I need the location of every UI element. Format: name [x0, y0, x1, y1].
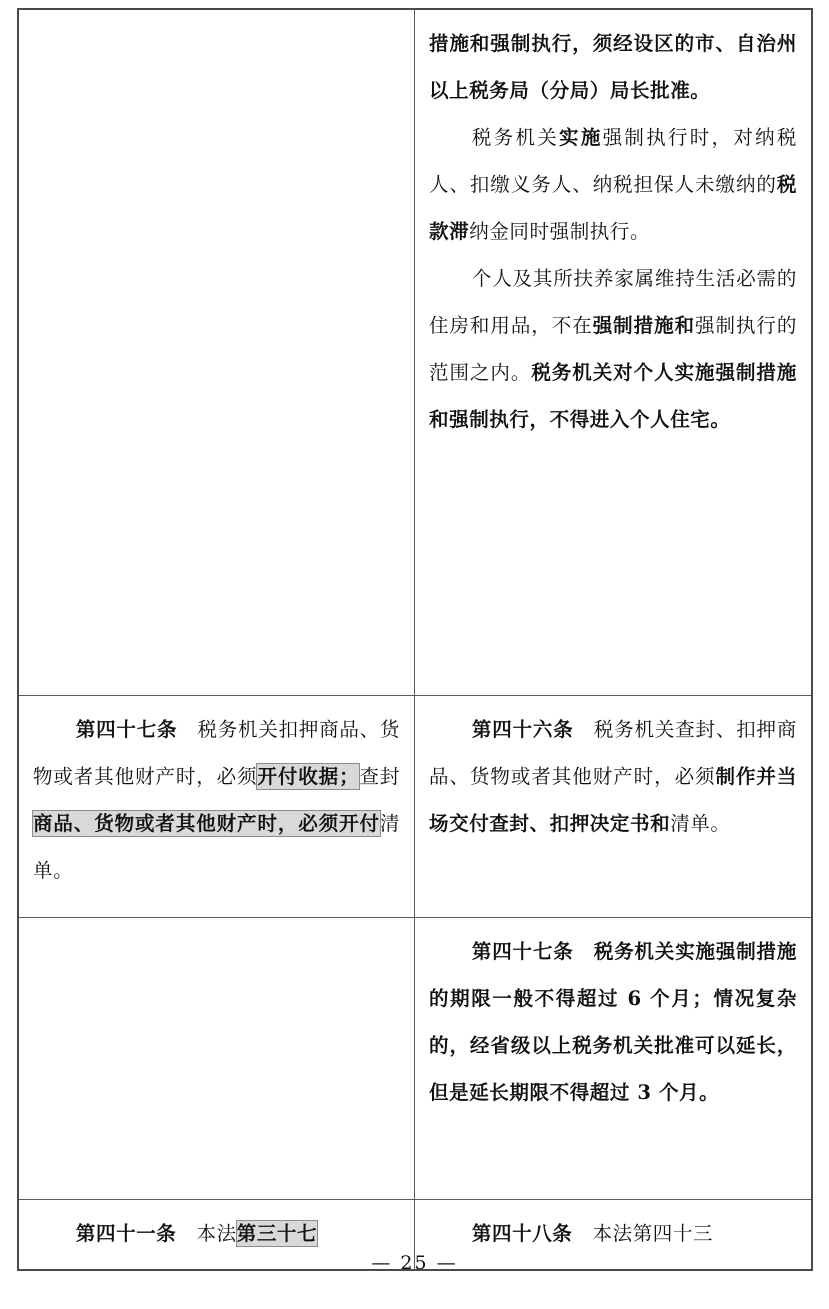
emphasis: 税款滞 [429, 173, 797, 243]
table-cell-right [415, 10, 811, 695]
table-cell-right [415, 918, 811, 1199]
highlight-mark: 开付收据； [257, 765, 360, 788]
table-cell-left [19, 918, 415, 1199]
paragraph: 税务机关实施强制执行时，对纳税人、扣缴义务人、纳税担保人未缴纳的税款滞纳金同时强制执行。 [429, 126, 798, 243]
paragraph: 第四十一条 本法第三十七 [75, 1222, 318, 1245]
table-cell-left [19, 696, 415, 917]
article-number: 第四十八条 [471, 1222, 573, 1245]
table-cell-right [415, 696, 811, 917]
article-number: 第四十一条 [75, 1222, 177, 1245]
article-number: 第四十七条 [471, 940, 574, 963]
article-number: 第四十六条 [471, 718, 574, 741]
table-row [19, 696, 811, 918]
paragraph: 第四十六条 税务机关查封、扣押商品、货物或者其他财产时，必须制作并当场交付查封、扣押决定书和清单。 [429, 718, 797, 835]
table-cell-left [19, 10, 415, 695]
emphasis: 制作并当场交付查封、扣押决定书和 [429, 765, 797, 835]
emphasis: 强制措施和 [592, 314, 696, 337]
paragraph: 第四十八条 本法第四十三 [471, 1222, 714, 1245]
paragraph: 措施和强制执行，须经设区的市、自治州以上税务局（分局）局长批准。 [429, 32, 797, 102]
highlight-mark: 商品、货物或者其他财产时，必须开付 [33, 812, 380, 835]
paragraph: 个人及其所扶养家属维持生活必需的住房和用品，不在强制措施和强制执行的范围之内。税务机关对个人实施强制措施和强制执行，不得进入个人住宅。 [429, 267, 797, 431]
comparison-table [17, 8, 813, 1271]
emphasis: 实施 [559, 126, 603, 149]
article-number: 第四十七条 [75, 718, 178, 741]
emphasis: 税务机关对个人实施强制措施和强制执行，不得进入个人住宅。 [429, 361, 797, 431]
highlight-mark: 第三十七 [236, 1222, 318, 1245]
table-row [19, 10, 811, 696]
table-row [19, 918, 811, 1200]
page-number: — 25 — [371, 1252, 458, 1274]
paragraph: 第四十七条 税务机关扣押商品、货物或者其他财产时，必须开付收据；查封商品、货物或者其他财产时，必须开付清单。 [33, 718, 400, 882]
paragraph: 第四十七条 税务机关实施强制措施的期限一般不得超过 6 个月；情况复杂的，经省级以上税务机关批准可以延长，但是延长期限不得超过 3 个月。 [429, 940, 797, 1104]
